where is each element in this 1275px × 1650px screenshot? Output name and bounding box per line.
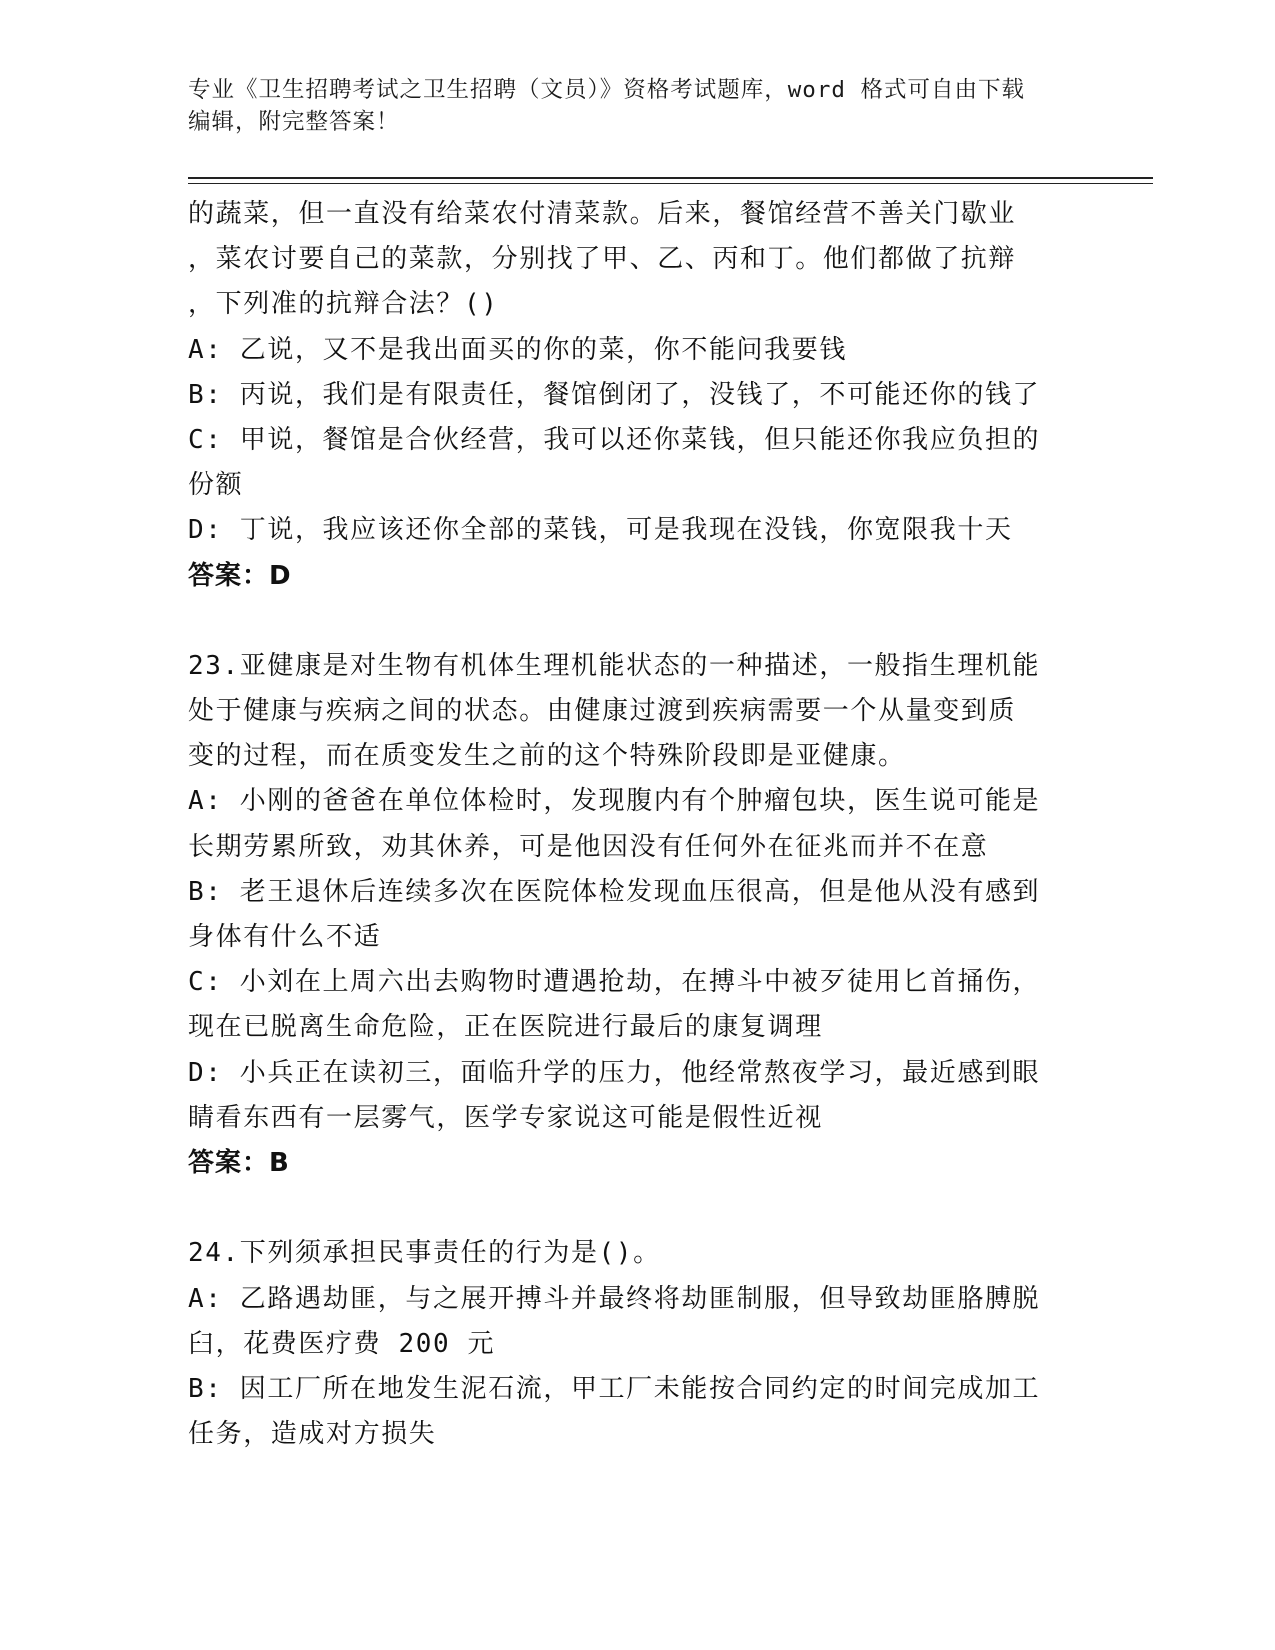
header-divider-thin xyxy=(188,183,1153,184)
header-title-line-2: 编辑，附完整答案！ xyxy=(188,109,400,135)
header-title-line-1: 专业《卫生招聘考试之卫生招聘（文员）》资格考试题库，word 格式可自由下载 xyxy=(188,77,1025,103)
document-header xyxy=(188,74,1088,138)
option-d: D: 小兵正在读初三，面临升学的压力，他经常熬夜学习，最近感到眼 xyxy=(188,1057,1041,1088)
header-divider-thick xyxy=(188,177,1153,179)
option-b: B: 因工厂所在地发生泥石流，甲工厂未能按合同约定的时间完成加工 xyxy=(188,1373,1041,1404)
option-a-continued: 长期劳累所致，劝其休养，可是他因没有任何外在征兆而并不在意 xyxy=(188,831,989,862)
question-stem-line: ，菜农讨要自己的菜款，分别找了甲、乙、丙和丁。他们都做了抗辩 xyxy=(188,244,1017,275)
option-a: A: 乙路遇劫匪，与之展开搏斗并最终将劫匪制服，但导致劫匪胳膊脱 xyxy=(188,1283,1041,1314)
option-c: C: 甲说，餐馆是合伙经营，我可以还你菜钱，但只能还你我应负担的 xyxy=(188,424,1041,455)
question-stem-line: 的蔬菜，但一直没有给菜农付清菜款。后来，餐馆经营不善关门歇业 xyxy=(188,199,1017,229)
option-b-continued: 身体有什么不适 xyxy=(188,922,382,952)
question-stem-line: 23.亚健康是对生物有机体生理机能状态的一种描述，一般指生理机能 xyxy=(188,650,1041,681)
question-spacer xyxy=(188,599,1088,644)
option-a-continued: 臼，花费医疗费 200 元 xyxy=(188,1328,496,1359)
document-body xyxy=(188,192,1088,1457)
option-c-continued: 现在已脱离生命危险，正在医院进行最后的康复调理 xyxy=(188,1012,823,1043)
option-c-continued: 份额 xyxy=(188,470,244,501)
option-b-continued: 任务，造成对方损失 xyxy=(188,1419,437,1450)
option-a: A: 小刚的爸爸在单位体检时，发现腹内有个肿瘤包块，医生说可能是 xyxy=(188,786,1041,817)
question-stem-line: 变的过程，而在质变发生之前的这个特殊阶段即是亚健康。 xyxy=(188,741,906,772)
question-stem-line: 处于健康与疾病之间的状态。由健康过渡到疾病需要一个从量变到质 xyxy=(188,696,1017,727)
question-stem-line: ，下列准的抗辩合法？() xyxy=(188,289,499,320)
answer-label: 答案：D xyxy=(188,560,292,591)
answer-label: 答案：B xyxy=(188,1147,290,1178)
option-c: C: 小刘在上周六出去购物时遭遇抢劫，在搏斗中被歹徒用匕首捅伤， xyxy=(188,967,1041,998)
question-stem-line: 24.下列须承担民事责任的行为是()。 xyxy=(188,1238,661,1269)
question-spacer xyxy=(188,1186,1088,1231)
option-a: A: 乙说，又不是我出面买的你的菜，你不能问我要钱 xyxy=(188,334,847,365)
question-22 xyxy=(188,192,1088,599)
option-b: B: 丙说，我们是有限责任，餐馆倒闭了，没钱了，不可能还你的钱了 xyxy=(188,379,1041,410)
option-d-continued: 睛看东西有一层雾气，医学专家说这可能是假性近视 xyxy=(188,1102,823,1133)
option-b: B: 老王退休后连续多次在医院体检发现血压很高，但是他从没有感到 xyxy=(188,876,1041,907)
option-d: D: 丁说，我应该还你全部的菜钱，可是我现在没钱，你宽限我十天 xyxy=(188,515,1013,546)
question-24 xyxy=(188,1231,1088,1457)
question-23 xyxy=(188,644,1088,1186)
